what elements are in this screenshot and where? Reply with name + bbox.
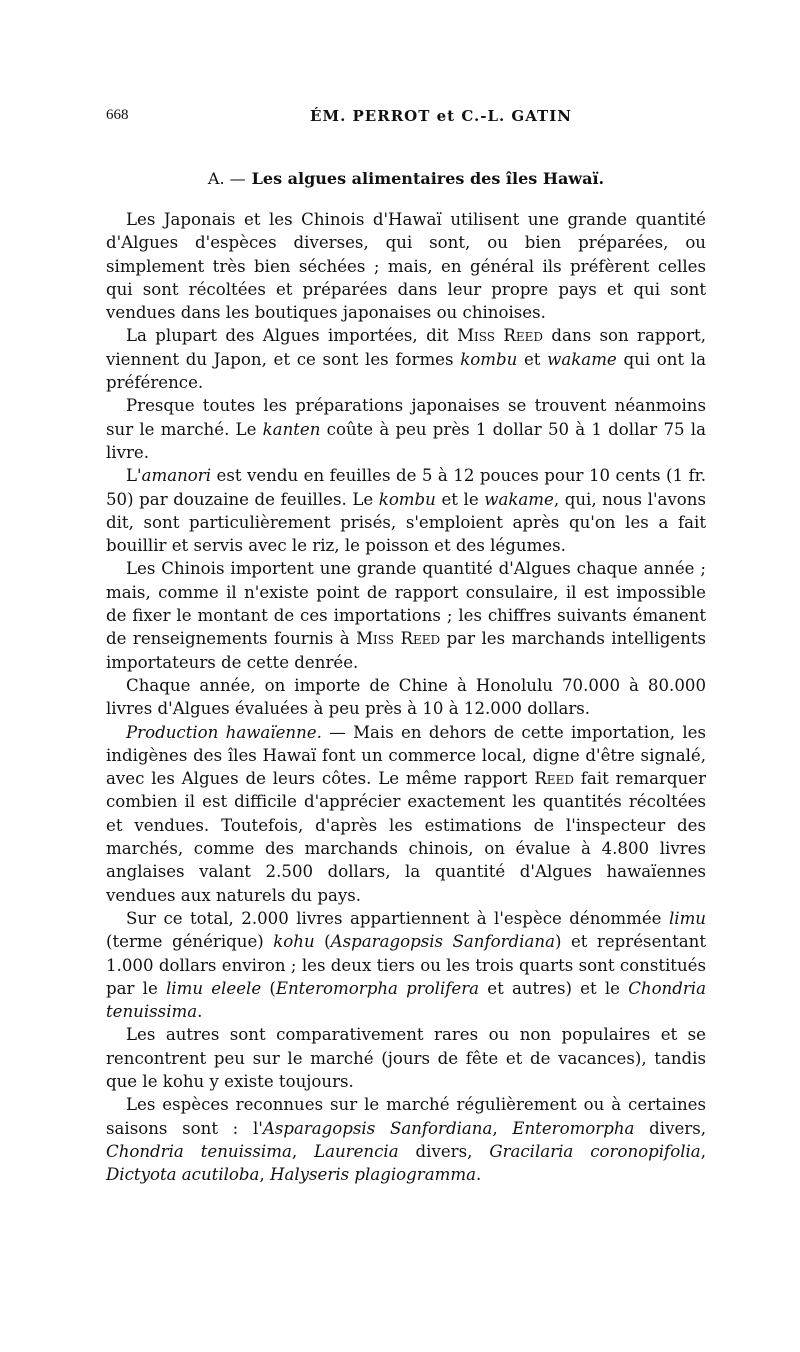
- paragraph-text: divers,: [634, 1118, 706, 1138]
- author-name: Reed: [534, 769, 574, 789]
- paragraph: [106, 557, 706, 673]
- running-head-authors: ÉM. PERROT et C.-L. GATIN: [310, 107, 572, 125]
- paragraph-text: est vendu en feuilles de 5 à 12 pouces pour 10 cents (1 fr. 50) par douzaine de feuilles. Le: [106, 466, 706, 509]
- paragraph-text: La plupart des Algues importées, dit: [126, 326, 458, 346]
- paragraph: [106, 394, 706, 464]
- section-heading: [106, 169, 706, 188]
- section-title: Les algues alimentaires des îles Hawaï.: [251, 169, 605, 188]
- paragraph-text: .: [197, 1002, 203, 1022]
- paragraph-text: (: [314, 932, 331, 952]
- paragraph-text: dans son rapport, viennent du Japon, et ce sont les formes: [106, 326, 706, 369]
- italic-term: Chondria tenuissima: [106, 978, 707, 1022]
- paragraph: [106, 208, 706, 324]
- italic-term: kohu: [273, 932, 315, 952]
- paragraph: [106, 1023, 706, 1093]
- paragraph: [106, 324, 706, 394]
- paragraph-text: coûte à peu près 1 dollar 50 à 1 dollar 75 la livre.: [106, 419, 706, 462]
- paragraph-text: , qui, nous l'avons dit, sont particulièrement prisés, s'emploient après qu'on les a fait bouillir et servis avec le riz, le poisson et des légumes.: [106, 489, 706, 556]
- author-name: Miss Reed: [457, 326, 544, 346]
- paragraph-text: (terme générique): [106, 932, 274, 952]
- paragraph-text: Les Japonais et les Chinois d'Hawaï utilisent une grande quantité d'Algues d'espèces diverses, qui sont, ou bien préparées, ou simplement très bien séchées ; mais, en général ils préfèrent celles qui sont récoltées et préparées dans leur propre pays et qui sont vendues dans les boutiques japonaises ou chinoises.: [106, 210, 706, 323]
- author-name: Miss Reed: [356, 629, 441, 649]
- paragraph-text: par les marchands intelligents importateurs de cette denrée.: [106, 629, 707, 672]
- italic-term: Dictyota acutiloba: [106, 1165, 260, 1185]
- paragraph-text: (: [261, 978, 276, 998]
- paragraph: [106, 674, 706, 721]
- running-head: [106, 107, 706, 129]
- italic-term: wakame: [547, 349, 617, 369]
- italic-term: Enteromorpha prolifera: [275, 978, 480, 998]
- italic-term: Production hawaïenne.: [126, 722, 322, 742]
- paragraph-text: divers,: [398, 1141, 490, 1161]
- paragraph-text: — Mais en dehors de cette importation, les indigènes des îles Hawaï font un commerce local, digne d'être signalé, avec les Algues de leurs côtes. Le même rapport: [106, 722, 706, 789]
- paragraph: [106, 721, 706, 907]
- italic-term: Gracilaria coronopifolia: [489, 1141, 701, 1161]
- italic-term: Laurencia: [314, 1141, 399, 1161]
- paragraph-text: Chaque année, on importe de Chine à Honolulu 70.000 à 80.000 livres d'Algues évaluées à peu près à 10 à 12.000 dollars.: [106, 675, 706, 719]
- italic-term: kombu: [460, 349, 518, 369]
- body-text: [106, 208, 706, 1186]
- paragraph-text: ,: [259, 1165, 270, 1185]
- paragraph: [106, 907, 706, 1023]
- italic-term: Chondria tenuissima: [106, 1141, 292, 1161]
- paragraph-text: et autres) et le: [479, 978, 629, 998]
- paragraph-text: Les espèces reconnues sur le marché régulièrement ou à certaines saisons sont : l': [106, 1095, 706, 1138]
- italic-term: Asparagopsis Sanfordiana: [330, 932, 555, 952]
- italic-term: limu: [668, 908, 706, 928]
- paragraph-text: Presque toutes les préparations japonaises se trouvent néanmoins sur le marché. Le: [106, 396, 706, 439]
- italic-term: Enteromorpha: [512, 1118, 635, 1138]
- paragraph-text: Sur ce total, 2.000 livres appartiennent à l'espèce dénommée: [126, 908, 669, 928]
- italic-term: amanori: [141, 466, 212, 486]
- italic-term: Halyseris plagiogramma: [270, 1165, 476, 1185]
- paragraph-text: L': [126, 466, 142, 486]
- paragraph-text: fait remarquer combien il est difficile d'apprécier exactement les quantités récoltées et vendues. Toutefois, d'après les estimations de l'inspecteur des marchés, comme des marchands chinois, on évalue à 4.800 livres anglaises valant 2.500 dollars, la quantité d'Algues hawaïennes vendues aux naturels du pays.: [106, 769, 706, 905]
- italic-term: kombu: [378, 489, 436, 509]
- paragraph-text: ,: [700, 1141, 706, 1161]
- paragraph-text: Les autres sont comparativement rares ou non populaires et se rencontrent peu sur le marché (jours de fête et de vacances), tandis que le kohu y existe toujours.: [106, 1025, 706, 1091]
- italic-term: kanten: [262, 419, 321, 439]
- section-letter: A. —: [207, 169, 246, 188]
- paragraph-text: Les Chinois importent une grande quantité d'Algues chaque année ; mais, comme il n'existe point de rapport consulaire, il est impossible de fixer le montant de ces importations ; les chiffres suivants émanent de renseignements fournis à: [106, 559, 706, 649]
- paragraph-text: ,: [291, 1141, 315, 1161]
- paragraph-text: qui ont la préférence.: [106, 349, 706, 393]
- paragraph-text: et: [517, 349, 548, 369]
- page-number: 668: [106, 107, 129, 123]
- paragraph-text: .: [475, 1165, 482, 1185]
- paragraph-text: et le: [435, 489, 485, 509]
- paragraph: [106, 1093, 706, 1186]
- paragraph-text: ,: [492, 1118, 513, 1138]
- paragraph: [106, 464, 706, 557]
- italic-term: wakame: [484, 489, 554, 509]
- italic-term: Asparagopsis Sanfordiana: [262, 1118, 493, 1138]
- paragraph-text: ) et représentant 1.000 dollars environ ; les deux tiers ou les trois quarts sont constitués par le: [106, 932, 706, 998]
- italic-term: limu eleele: [166, 978, 262, 998]
